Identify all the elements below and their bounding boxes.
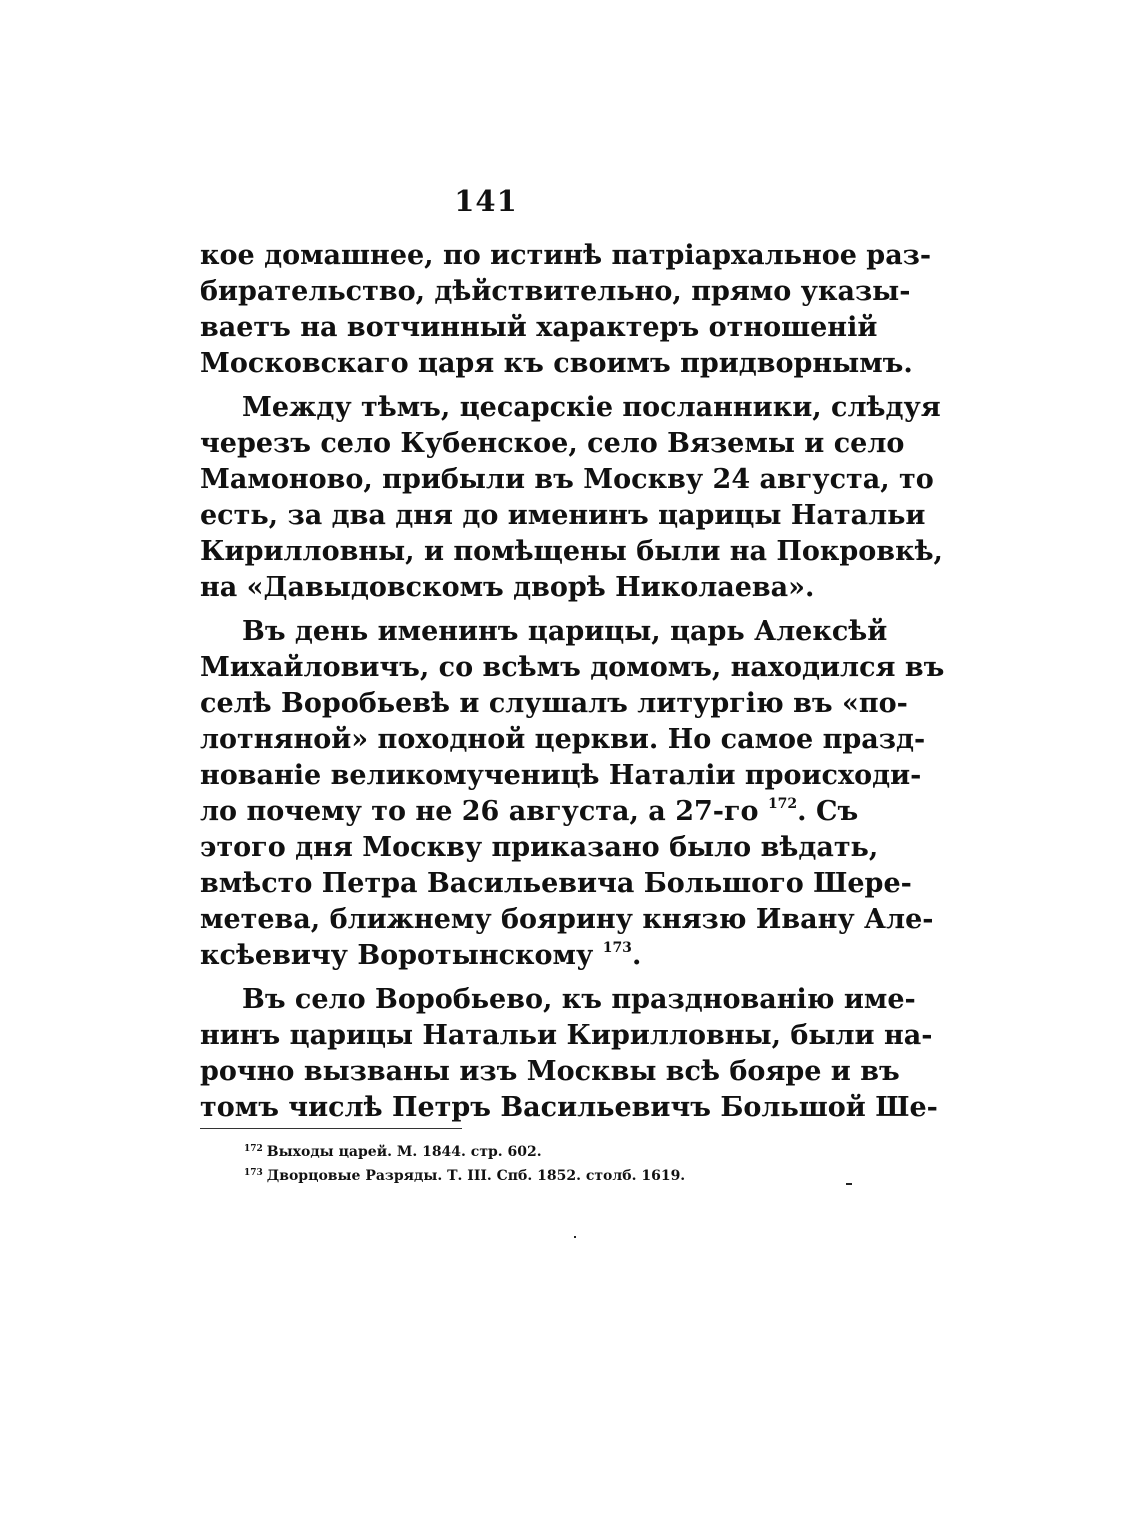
footnote xyxy=(244,1140,542,1164)
text-line-segment: ло почему то не 26 августа, а 27-го xyxy=(200,796,759,827)
text-line: вмѣсто Петра Васильевича Большого Шере- xyxy=(200,868,912,899)
text-line: черезъ село Кубенское, село Вяземы и село xyxy=(200,428,905,459)
text-line-segment: . xyxy=(631,940,642,971)
scan-speck xyxy=(574,1236,576,1238)
text-line: Мамоново, прибыли въ Москву 24 августа, то xyxy=(200,464,934,495)
text-line: кое домашнее, по истинѣ патріархальное раз- xyxy=(200,240,932,271)
text-line: ваетъ на вотчинный характеръ отношеній xyxy=(200,312,878,343)
text-line: нинъ царицы Натальи Кирилловны, были на- xyxy=(200,1020,933,1051)
text-line: Между тѣмъ, цесарскіе посланники, слѣдуя xyxy=(242,392,941,423)
text-line: Московскаго царя къ своимъ придворнымъ. xyxy=(200,348,913,379)
scan-speck xyxy=(846,1183,852,1185)
footnote xyxy=(244,1164,685,1188)
footnote-ref-173: 173 xyxy=(602,940,632,956)
footnote-text: Выходы царей. М. 1844. стр. 602. xyxy=(266,1144,542,1160)
text-line: этого дня Москву приказано было вѣдать, xyxy=(200,832,879,863)
text-line: есть, за два дня до именинъ царицы Натальи xyxy=(200,500,926,531)
text-line: лотняной» походной церкви. Но самое празд- xyxy=(200,724,926,755)
page-number: 141 xyxy=(454,184,518,218)
footnote-ref-172: 172 xyxy=(767,796,798,812)
text-line-segment: . Съ xyxy=(797,796,859,827)
text-line: Въ день именинъ царицы, царь Алексѣй xyxy=(242,616,888,647)
text-line: нованіе великомученицѣ Наталіи происходи- xyxy=(200,760,922,791)
text-line: метева, ближнему боярину князю Ивану Але- xyxy=(200,904,934,935)
text-line: Въ село Воробьево, къ празднованію име- xyxy=(242,984,916,1015)
text-line xyxy=(200,936,775,976)
text-line: бирательство, дѣйствительно, прямо указы- xyxy=(200,276,911,307)
footnote-text: Дворцовые Разряды. Т. III. Спб. 1852. столб. 1619. xyxy=(266,1168,686,1184)
text-line: Михайловичъ, со всѣмъ домомъ, находился въ xyxy=(200,652,945,683)
footnote-number: 173 xyxy=(244,1168,263,1178)
footnote-rule xyxy=(200,1128,462,1129)
footnote-number: 172 xyxy=(244,1144,263,1154)
text-line: томъ числѣ Петръ Васильевичъ Большой Ше- xyxy=(200,1092,938,1123)
text-line xyxy=(200,792,859,832)
text-line: селѣ Воробьевѣ и слушалъ литургію въ «по- xyxy=(200,688,908,719)
text-line: рочно вызваны изъ Москвы всѣ бояре и въ xyxy=(200,1056,900,1087)
text-line-segment: ксѣевичу Воротынскому xyxy=(200,940,594,971)
text-line: Кирилловны, и помѣщены были на Покровкѣ, xyxy=(200,536,943,567)
text-line: на «Давыдовскомъ дворѣ Николаева». xyxy=(200,572,815,603)
